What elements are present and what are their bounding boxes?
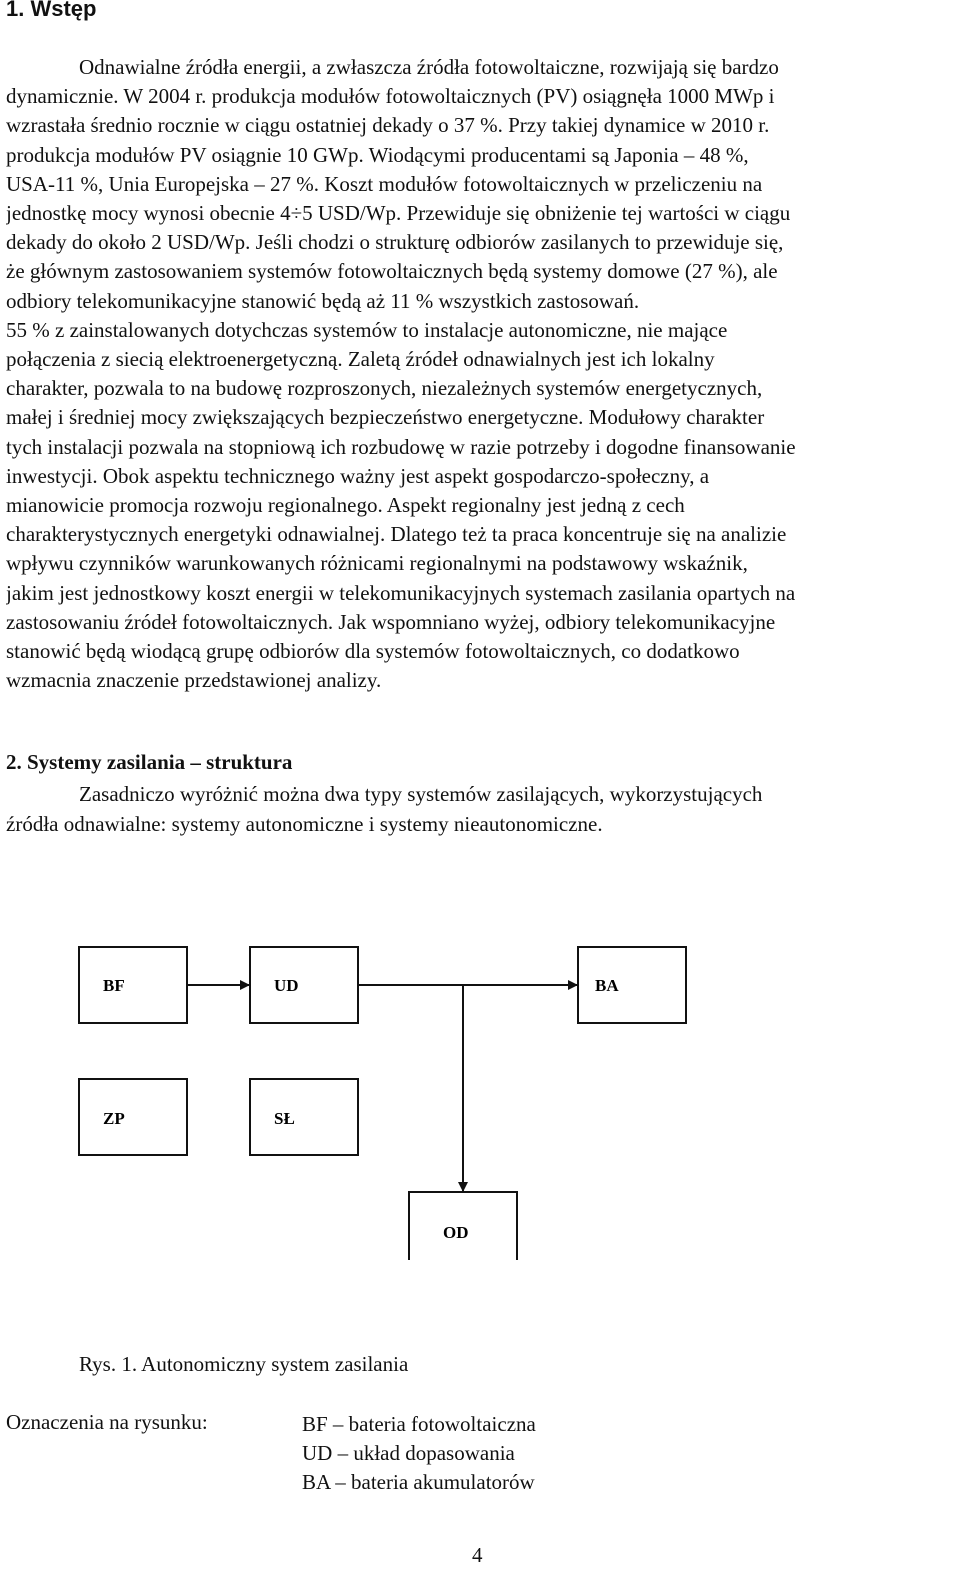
text-line: jednostkę mocy wynosi obecnie 4÷5 USD/Wp. Przewiduje się obniżenie tej wartości w ciągu	[6, 201, 791, 226]
legend-title: Oznaczenia na rysunku:	[6, 1410, 208, 1434]
text-line: charakterystycznych energetyki odnawialnej. Dlatego też ta praca koncentruje się na analizie	[6, 522, 787, 547]
text-line: dekady do około 2 USD/Wp. Jeśli chodzi o strukturę odbiorów zasilanych to przewiduje się,	[6, 230, 784, 255]
text-line: stanowić będą wiodącą grupę odbiorów dla systemów fotowoltaicznych, co dodatkowo	[6, 639, 740, 664]
text-line: połączenia z siecią elektroenergetyczną. Zaletą źródeł odnawialnych jest ich lokalny	[6, 347, 715, 372]
box-bf	[79, 947, 187, 1023]
text-line: Zasadniczo wyróżnić można dwa typy systemów zasilających, wykorzystujących	[79, 782, 763, 806]
text-line: jakim jest jednostkowy koszt energii w telekomunikacyjnych systemach zasilania opartych na	[6, 580, 796, 605]
text-line: USA-11 %, Unia Europejska – 27 %. Koszt modułów fotowoltaicznych w przeliczeniu na	[6, 171, 763, 196]
box-zp	[79, 1079, 187, 1155]
text-line: wzmacnia znaczenie przedstawionej analizy.	[6, 668, 382, 693]
text-line: Odnawialne źródła energii, a zwłaszcza źródła fotowoltaiczne, rozwijają się bardzo	[79, 55, 779, 79]
legend-item: BF – bateria fotowoltaiczna	[302, 1412, 536, 1436]
text-line: źródła odnawialne: systemy autonomiczne i systemy nieautonomiczne.	[6, 811, 603, 836]
text-line: małej i średniej mocy zwiększających bezpieczeństwo energetyczne. Modułowy charakter	[6, 405, 765, 430]
section-2-body	[6, 780, 958, 839]
text-line: inwestycji. Obok aspektu technicznego ważny jest aspekt gospodarczo-społeczny, a	[6, 463, 710, 488]
system-diagram	[0, 930, 960, 1260]
legend-item: UD – układ dopasowania	[302, 1441, 515, 1465]
text-line: zastosowaniu źródeł fotowoltaicznych. Jak wspomniano wyżej, odbiory telekomunikacyjne	[6, 609, 776, 634]
section-1-heading: 1. Wstęp	[6, 0, 97, 21]
box-sl	[250, 1079, 358, 1155]
box-od-label: OD	[443, 1223, 469, 1242]
text-line: dynamicznie. W 2004 r. produkcja modułów fotowoltaicznych (PV) osiągnęła 1000 MWp i	[6, 84, 775, 109]
text-line: charakter, pozwala to na budowę rozproszonych, niezależnych systemów energetycznych,	[6, 376, 763, 401]
text-line: mianowicie promocja rozwoju regionalnego. Aspekt regionalny jest jedną z cech	[6, 493, 685, 518]
text-line: odbiory telekomunikacyjne stanowić będą aż 11 % wszystkich zastosowań.	[6, 288, 640, 313]
page-number: 4	[472, 1543, 483, 1567]
text-line: produkcja modułów PV osiągnie 10 GWp. Wiodącymi producentami są Japonia – 48 %,	[6, 142, 749, 167]
box-ud-label: UD	[274, 976, 299, 995]
section-1-body	[6, 53, 958, 695]
text-line: tych instalacji pozwala na stopniową ich rozbudowę w razie potrzeby i dogodne finansowanie	[6, 434, 796, 459]
text-line: że głównym zastosowaniem systemów fotowoltaicznych będą systemy domowe (27 %), ale	[6, 259, 778, 284]
box-ba-label: BA	[595, 976, 619, 995]
figure-caption: Rys. 1. Autonomiczny system zasilania	[79, 1352, 409, 1376]
box-bf-label: BF	[103, 976, 125, 995]
box-zp-label: ZP	[103, 1109, 125, 1128]
text-line: 55 % z zainstalowanych dotychczas systemów to instalacje autonomiczne, nie mające	[6, 317, 728, 342]
box-ud	[250, 947, 358, 1023]
figure-legend	[302, 1410, 536, 1497]
text-line: wzrastała średnio rocznie w ciągu ostatniej dekady o 37 %. Przy takiej dynamice w 2010 r.	[6, 113, 770, 138]
legend-item: BA – bateria akumulatorów	[302, 1470, 535, 1494]
text-line: wpływu czynników warunkowanych różnicami regionalnymi na podstawowy wskaźnik,	[6, 551, 748, 576]
section-2-heading: 2. Systemy zasilania – struktura	[6, 750, 293, 774]
box-sl-label: SŁ	[274, 1109, 295, 1128]
